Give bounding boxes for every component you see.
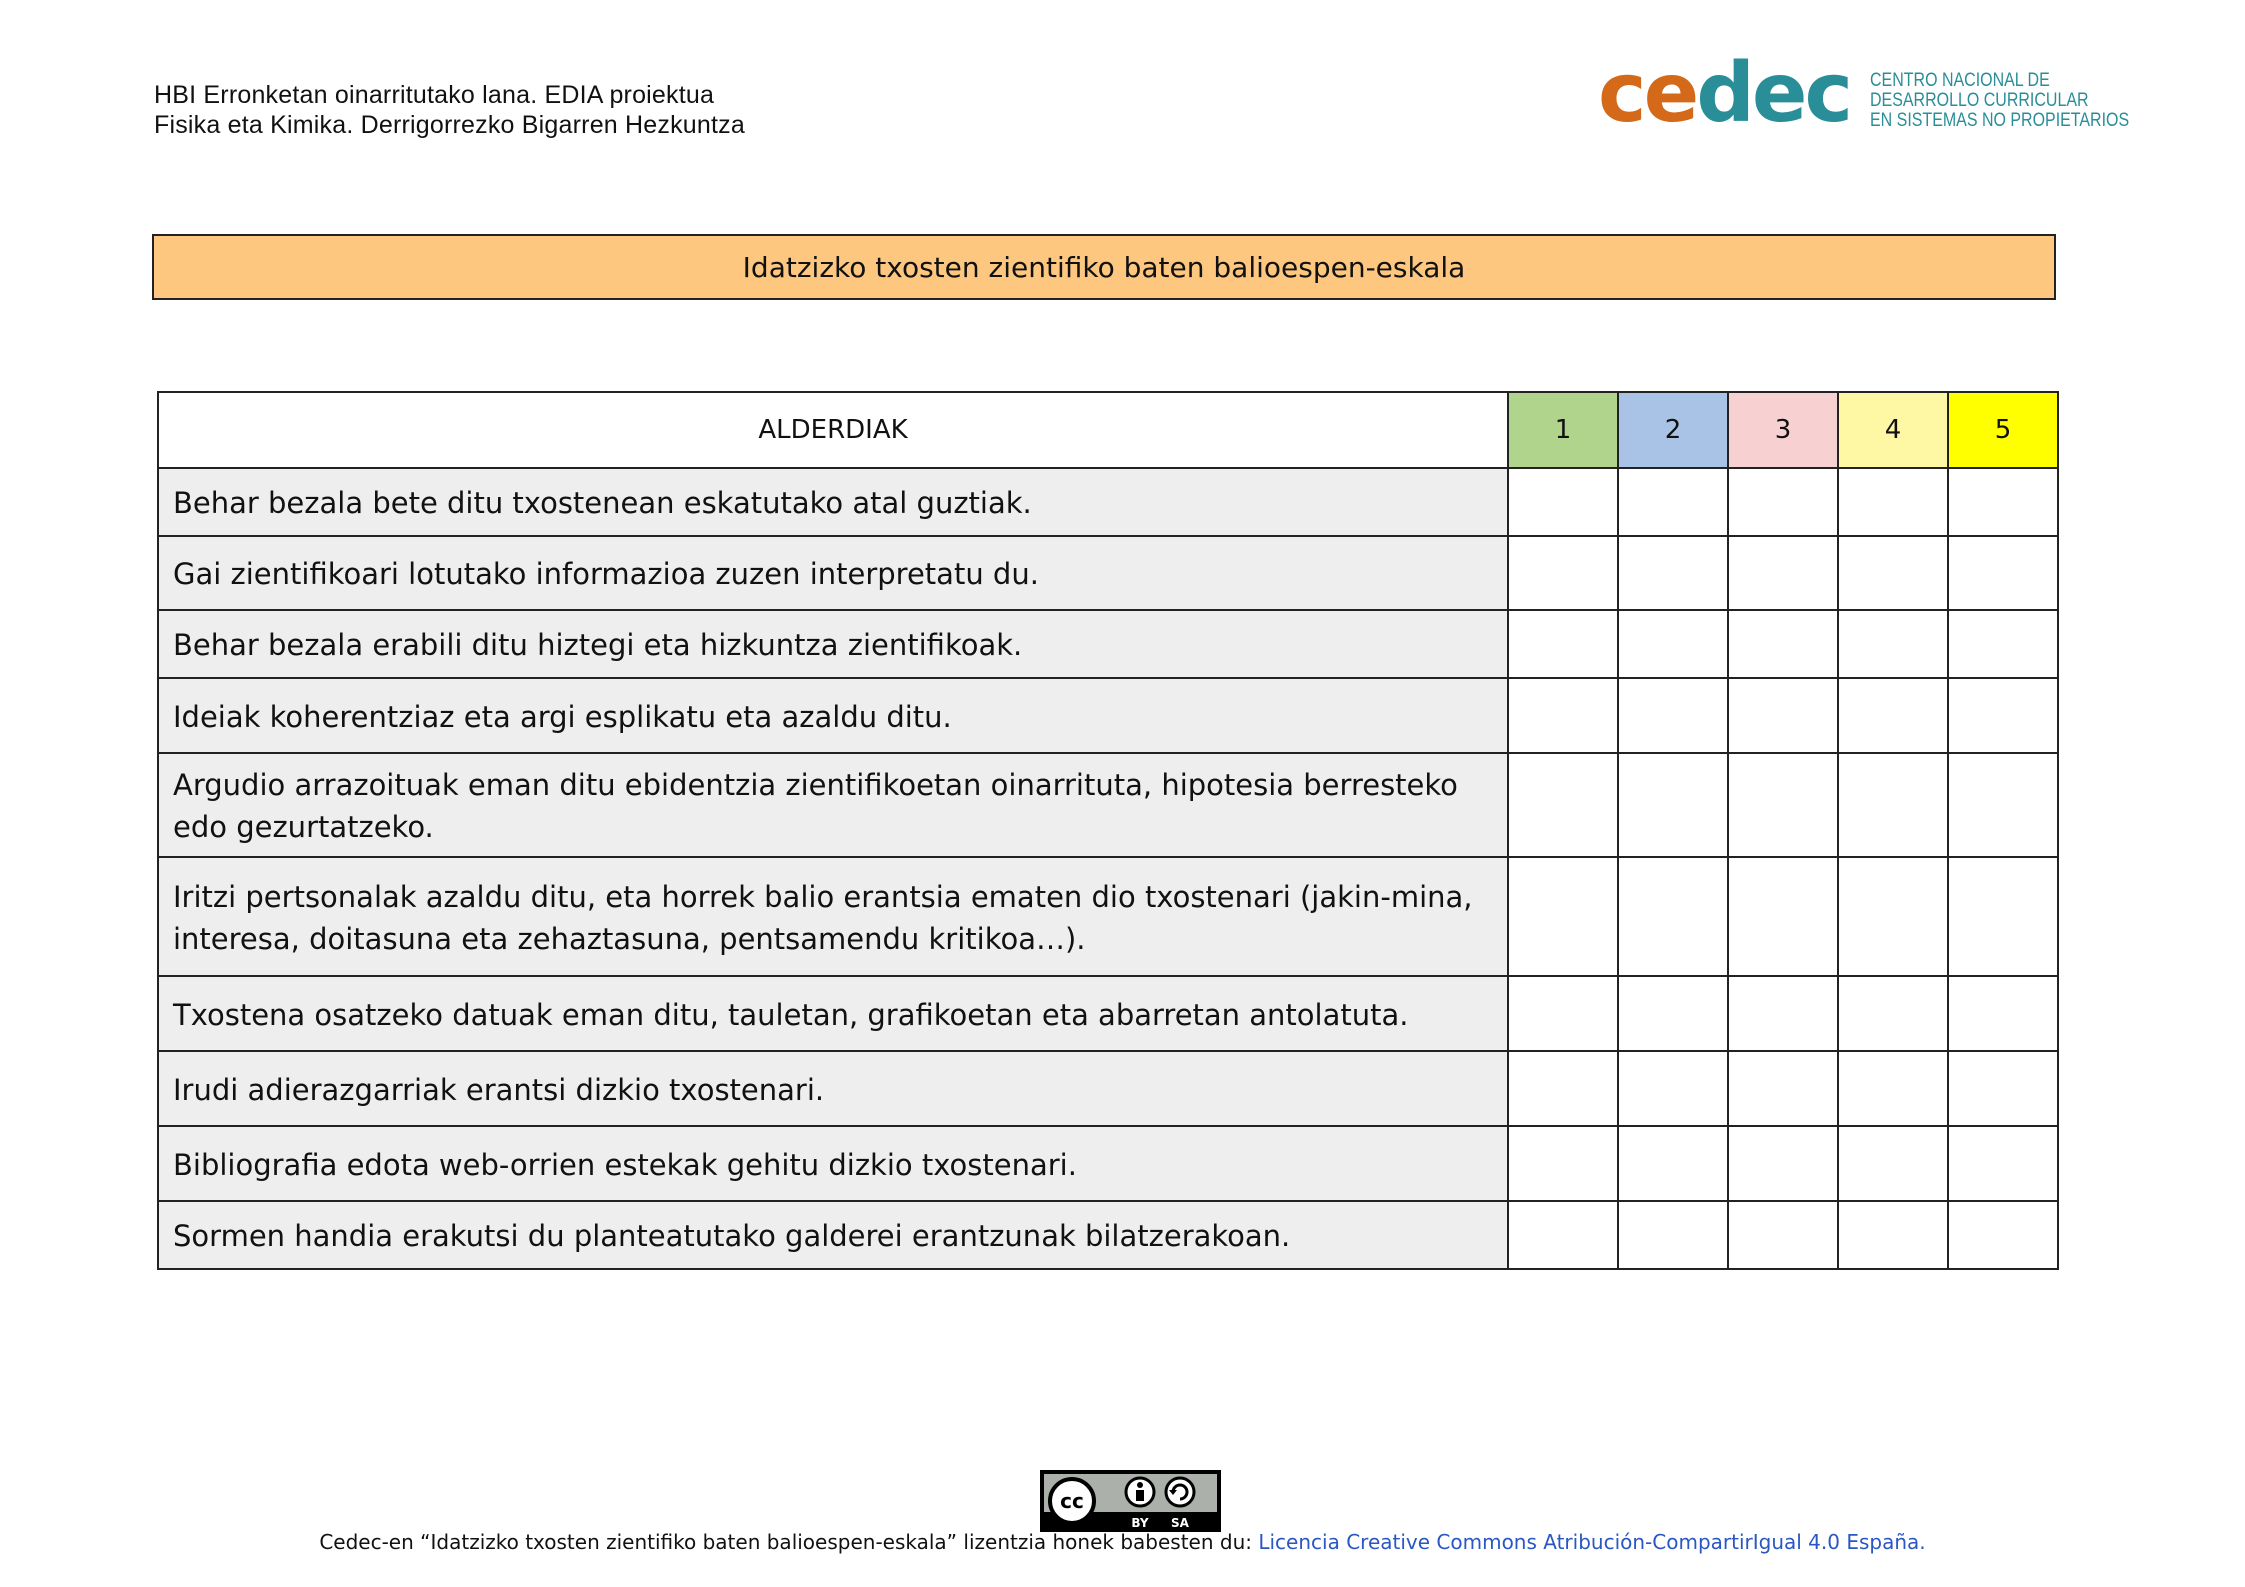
rating-cell-2[interactable] <box>1618 753 1728 857</box>
rating-cell-1[interactable] <box>1508 1201 1618 1269</box>
table-row <box>158 1201 2058 1269</box>
rating-cell-3[interactable] <box>1728 1126 1838 1201</box>
table-row <box>158 976 2058 1051</box>
criteria-header: ALDERDIAK <box>158 392 1508 468</box>
rating-cell-4[interactable] <box>1838 1126 1948 1201</box>
rating-cell-2[interactable] <box>1618 976 1728 1051</box>
rating-cell-3[interactable] <box>1728 753 1838 857</box>
rating-cell-5[interactable] <box>1948 536 2058 610</box>
rating-cell-5[interactable] <box>1948 610 2058 678</box>
table-row <box>158 1126 2058 1201</box>
table-header-row <box>158 392 2058 468</box>
rating-cell-5[interactable] <box>1948 678 2058 753</box>
license-statement: Cedec-en “Idatzizko txosten zientifiko baten balioespen-eskala” lizentzia honek babesten du: <box>319 1530 1259 1554</box>
cc-by-sa-icon <box>1042 1472 1219 1530</box>
table-row <box>158 610 2058 678</box>
rating-cell-5[interactable] <box>1948 1126 2058 1201</box>
rating-cell-3[interactable] <box>1728 1201 1838 1269</box>
criterion-text: Sormen handia erakutsi du planteatutako galderei erantzunak bilatzerakoan. <box>158 1201 1508 1269</box>
table-row <box>158 857 2058 976</box>
scale-header-4: 4 <box>1838 392 1948 468</box>
rating-cell-5[interactable] <box>1948 1051 2058 1126</box>
criterion-text: Gai zientifikoari lotutako informazioa zuzen interpretatu du. <box>158 536 1508 610</box>
criterion-text: Irudi adierazgarriak erantsi dizkio txostenari. <box>158 1051 1508 1126</box>
criterion-text: Ideiak koherentziaz eta argi esplikatu eta azaldu ditu. <box>158 678 1508 753</box>
rating-cell-1[interactable] <box>1508 610 1618 678</box>
criterion-text: Bibliografia edota web-orrien estekak gehitu dizkio txostenari. <box>158 1126 1508 1201</box>
rating-cell-4[interactable] <box>1838 536 1948 610</box>
rating-cell-4[interactable] <box>1838 610 1948 678</box>
cc-license-badge[interactable] <box>1040 1470 1221 1532</box>
rating-cell-3[interactable] <box>1728 678 1838 753</box>
rating-cell-5[interactable] <box>1948 468 2058 536</box>
rating-cell-2[interactable] <box>1618 857 1728 976</box>
rating-cell-3[interactable] <box>1728 976 1838 1051</box>
sa-label: SA <box>1171 1516 1189 1530</box>
rating-cell-1[interactable] <box>1508 536 1618 610</box>
scale-header-2: 2 <box>1618 392 1728 468</box>
header-project-line: HBI Erronketan oinarritutako lana. EDIA proiektua <box>154 81 715 109</box>
by-label: BY <box>1131 1516 1149 1530</box>
rating-cell-1[interactable] <box>1508 468 1618 536</box>
rating-cell-1[interactable] <box>1508 1051 1618 1126</box>
rating-cell-4[interactable] <box>1838 753 1948 857</box>
table-row <box>158 536 2058 610</box>
rating-cell-1[interactable] <box>1508 857 1618 976</box>
rating-cell-1[interactable] <box>1508 753 1618 857</box>
rating-cell-2[interactable] <box>1618 1201 1728 1269</box>
license-footer <box>0 1530 2245 1554</box>
rating-cell-2[interactable] <box>1618 468 1728 536</box>
rating-scale-table <box>157 391 2059 1270</box>
rating-cell-4[interactable] <box>1838 468 1948 536</box>
header-subject-line: Fisika eta Kimika. Derrigorrezko Bigarren Hezkuntza <box>154 111 745 139</box>
rating-cell-2[interactable] <box>1618 536 1728 610</box>
rating-cell-2[interactable] <box>1618 1051 1728 1126</box>
rating-cell-3[interactable] <box>1728 610 1838 678</box>
scale-header-5: 5 <box>1948 392 2058 468</box>
scale-header-1: 1 <box>1508 392 1618 468</box>
rating-cell-1[interactable] <box>1508 976 1618 1051</box>
rating-cell-2[interactable] <box>1618 1126 1728 1201</box>
document-header <box>154 80 745 140</box>
scale-header-3: 3 <box>1728 392 1838 468</box>
rating-cell-5[interactable] <box>1948 857 2058 976</box>
license-link[interactable]: Licencia Creative Commons Atribución-CompartirIgual 4.0 España. <box>1258 1530 1926 1554</box>
rating-cell-3[interactable] <box>1728 468 1838 536</box>
rating-cell-4[interactable] <box>1838 1201 1948 1269</box>
rating-cell-2[interactable] <box>1618 610 1728 678</box>
table-row <box>158 468 2058 536</box>
criterion-text: Txostena osatzeko datuak eman ditu, tauletan, grafikoetan eta abarretan antolatuta. <box>158 976 1508 1051</box>
cedec-logo <box>1598 46 2186 141</box>
rating-cell-3[interactable] <box>1728 857 1838 976</box>
rating-cell-3[interactable] <box>1728 1051 1838 1126</box>
criterion-text: Argudio arrazoituak eman ditu ebidentzia zientifikoetan oinarrituta, hipotesia berresteko edo gezurtatzeko. <box>158 753 1508 857</box>
rating-cell-4[interactable] <box>1838 857 1948 976</box>
rating-cell-5[interactable] <box>1948 753 2058 857</box>
table-row <box>158 753 2058 857</box>
rating-cell-3[interactable] <box>1728 536 1838 610</box>
cedec-logo-word: cedec <box>1598 46 1851 141</box>
cedec-logo-subtitle: CENTRO NACIONAL DE DESARROLLO CURRICULAR EN SISTEMAS NO PROPIETARIOS <box>1870 69 2130 131</box>
criterion-text: Iritzi pertsonalak azaldu ditu, eta horrek balio erantsia ematen dio txostenari (jakin-mina, interesa, doitasuna eta zehaztasuna, pentsamendu kritikoa…). <box>158 857 1508 976</box>
rating-cell-5[interactable] <box>1948 976 2058 1051</box>
rating-cell-1[interactable] <box>1508 678 1618 753</box>
criterion-text: Behar bezala erabili ditu hiztegi eta hizkuntza zientifikoak. <box>158 610 1508 678</box>
rating-cell-4[interactable] <box>1838 1051 1948 1126</box>
rating-cell-5[interactable] <box>1948 1201 2058 1269</box>
rating-cell-4[interactable] <box>1838 976 1948 1051</box>
cc-mark-text: cc <box>1060 1489 1084 1513</box>
rubric-title: Idatzizko txosten zientifiko baten balioespen-eskala <box>152 234 2056 300</box>
table-row <box>158 1051 2058 1126</box>
rating-cell-2[interactable] <box>1618 678 1728 753</box>
table-row <box>158 678 2058 753</box>
criterion-text: Behar bezala bete ditu txostenean eskatutako atal guztiak. <box>158 468 1508 536</box>
rating-cell-4[interactable] <box>1838 678 1948 753</box>
rating-cell-1[interactable] <box>1508 1126 1618 1201</box>
